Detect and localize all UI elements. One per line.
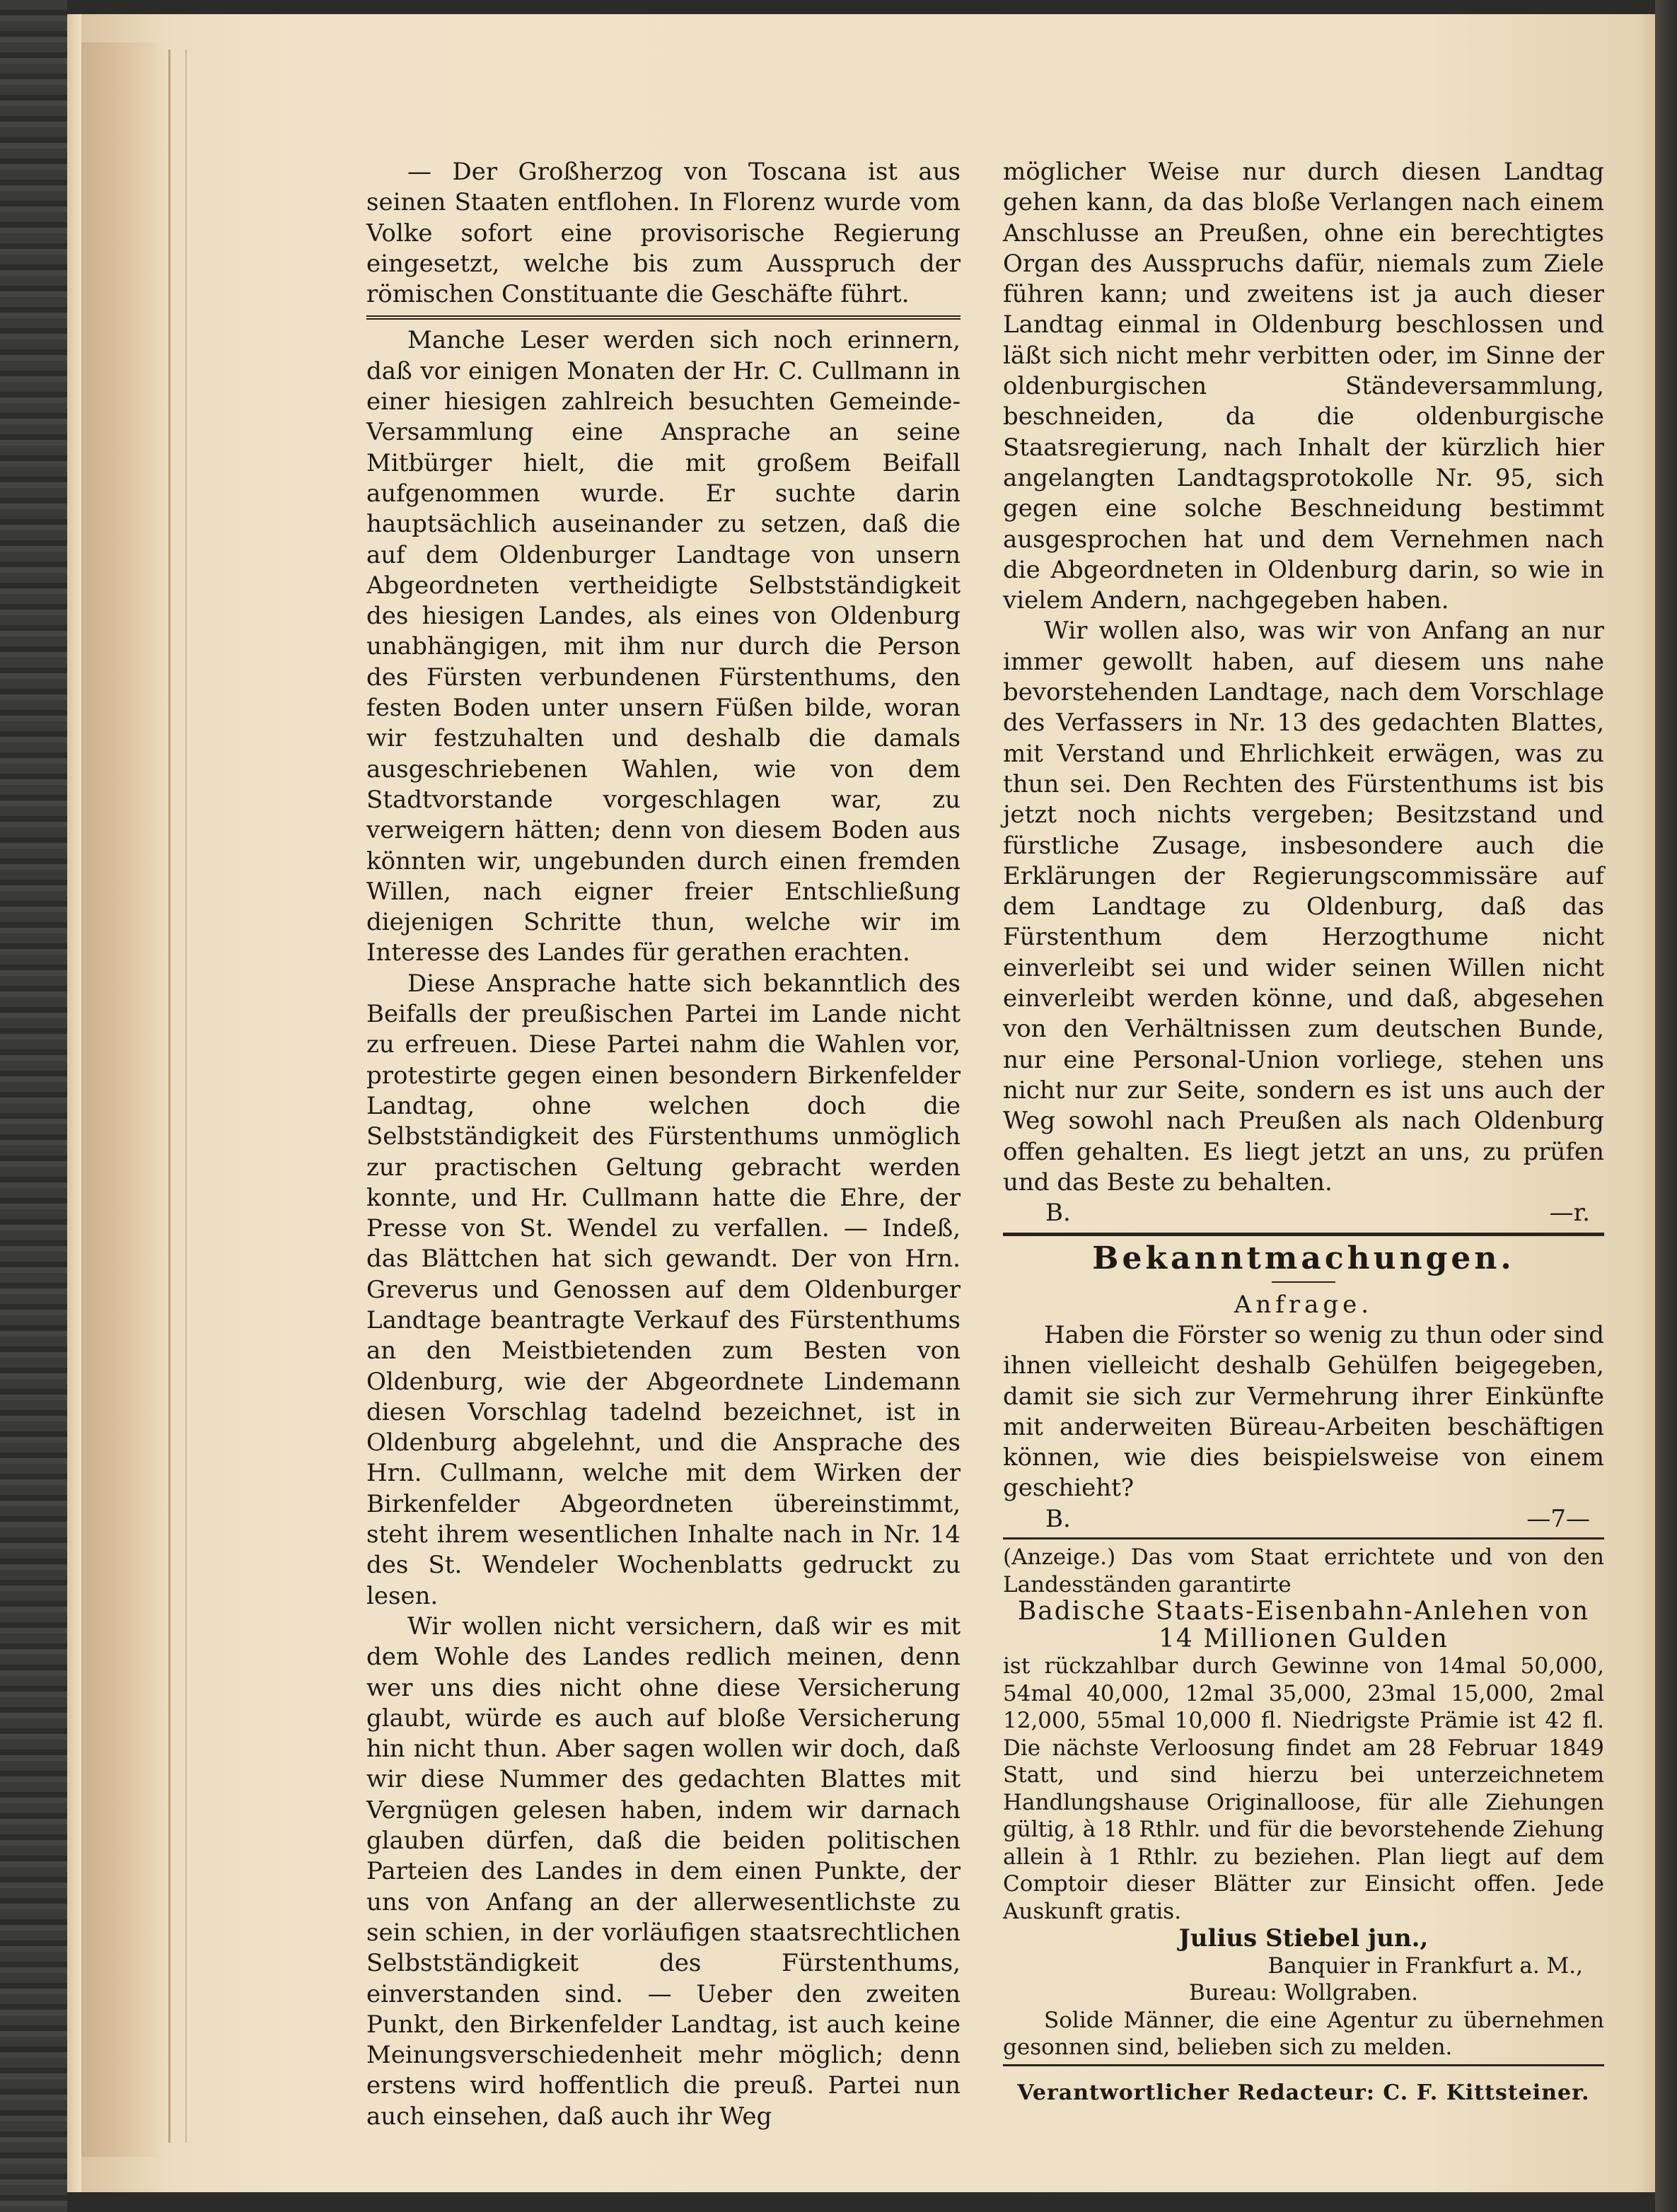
left-column — [366, 157, 961, 2132]
article-paragraph: Wir wollen nicht versichern, daß wir es mit dem Wohle des Landes redlich meinen, denn wer uns dies nicht ohne diese Versicherung glaubt, würde es auch auf bloße Versicherung hin nicht thun. Aber sagen wollen wir doch, daß wir diese Nummer des gedachten Blattes mit Vergnügen gelesen haben, indem wir darnach glauben dürfen, daß die beiden politischen Parteien des Landes in dem einen Punkte, der uns von Anfang an der allerwesentlichste zu sein schien, in der vorläufigen staatsrechtlichen Selbstständigkeit des Fürstenthums, einverstanden sind. — Ueber den zweiten Punkt, den Birkenfelder Landtag, ist auch keine Meinungsverschiedenheit mehr möglich; denn erstens wird hoffentlich die preuß. Partei nun auch einsehen, daß auch ihr Weg — [366, 1612, 961, 2131]
article-paragraph: Manche Leser werden sich noch erinnern, daß vor einigen Monaten der Hr. C. Cullmann in einer hiesigen zahlreich besuchten Gemeinde-Versammlung eine Ansprache an seine Mitbürger hielt, die mit großem Beifall aufgenommen wurde. Er suchte darin hauptsächlich auseinander zu setzen, daß die auf dem Oldenburger Landtage von unsern Abgeordneten vertheidigte Selbstständigkeit des hiesigen Landes, als eines von Oldenburg unabhängigen, mit ihm nur durch die Person des Fürsten verbundenen Fürstenthums, den festen Boden unter unsern Füßen bilde, woran wir festzuhalten und deshalb die damals ausgeschriebenen Wahlen, wie von dem Stadtvorstande vorgeschlagen war, zu verweigern hätten; denn von diesem Boden aus könnten wir, ungebunden durch einen fremden Willen, nach eigner freier Entschließung diejenigen Schritte thun, welche wir im Interesse des Landes für gerathen erachten. — [366, 326, 961, 967]
page-shadow — [1655, 0, 1677, 2212]
article-signature — [1003, 1198, 1604, 1228]
divider — [1003, 1537, 1604, 1539]
editor-footer: Verantwortlicher Redacteur: C. F. Kittsteiner. — [1017, 2080, 1590, 2105]
signature-initial: B. — [1045, 1199, 1071, 1228]
toscana-paragraph: — Der Großherzog von Toscana ist aus seinen Staaten entflohen. In Florenz wurde vom Volke sofort eine provisorische Regierung eingesetzt, welche bis zum Ausspruch der römischen Constituante die Geschäfte führt. — [366, 158, 961, 309]
gutter-crease — [185, 50, 187, 2143]
ad-location: Banquier in Frankfurt a. M., — [1267, 1952, 1583, 1979]
book-binding — [0, 0, 67, 2212]
section-heading: Bekanntmachungen. — [1092, 1240, 1515, 1277]
notice-signature — [1003, 1504, 1604, 1535]
right-column — [1003, 157, 1604, 2108]
short-divider — [1272, 1281, 1335, 1283]
signature-initial: B. — [1045, 1504, 1071, 1533]
page-edge — [67, 14, 81, 2192]
article-paragraph: Diese Ansprache hatte sich bekanntlich des Beifalls der preußischen Partei im Lande nicht zu erfreuen. Diese Partei nahm die Wahlen vor, protestirte gegen einen besondern Birkenfelder Landtag, ohne welchen doch die Selbstständigkeit des Fürstenthums unmöglich zur practischen Geltung gebracht werden konnte, und Hr. Cullmann hatte die Ehre, der Presse von St. Wendel zu verfallen. — Indeß, das Blättchen hat sich gewandt. Der von Hrn. Greverus und Genossen auf dem Oldenburger Landtage beantragte Verkauf des Fürstenthums an den Meistbietenden zum Besten von Oldenburg, wie der Abgeordnete Lindemann diesen Vorschlag tadelnd bezeichnet, ist in Oldenburg abgelehnt, und die Ansprache des Hrn. Cullmann, welche mit dem Wirken der Birkenfelder Abgeordneten übereinstimmt, steht ihrem wesentlichen Inhalte nach in Nr. 14 des St. Wendeler Wochenblatts gedruckt zu lesen. — [366, 969, 961, 1610]
divider — [366, 315, 961, 320]
ad-name: Julius Stiebel jun., — [1178, 1924, 1429, 1953]
signature-mark: —r. — [1549, 1199, 1590, 1228]
advertisement — [1003, 1544, 1604, 2061]
article-continuation: möglicher Weise nur durch diesen Landtag gehen kann, da das bloße Verlangen nach einem Anschlusse an Preußen, ohne ein berechtigtes Organ des Ausspruchs dafür, niemals zum Ziele führen kann; und zweitens ist ja auch dieser Landtag einmal in Oldenburg beschlossen und läßt sich nicht mehr verbitten oder, im Sinne der oldenburgischen Ständeversammlung, beschneiden, da die oldenburgische Staatsregierung, nach Inhalt der kürzlich hier angelangten Landtagsprotokolle Nr. 95, sich gegen eine solche Beschneidung bestimmt ausgesprochen hat und dem Vernehmen nach die Abgeordneten in Oldenburg darin, so wie in vielem Andern, nachgegeben haben. — [1003, 158, 1604, 615]
divider — [1003, 2064, 1604, 2066]
ad-body: ist rückzahlbar durch Gewinne von 14mal 50,000, 54mal 40,000, 12mal 35,000, 23mal 15,000, 2mal 12,000, 55mal 10,000 fl. Niedrigste Prämie ist 42 fl. Die nächste Verloosung findet am 28 Februar 1849 Statt, und sind hierzu bei unterzeichnetem Handlungshause Originalloose, für alle Ziehungen gültig, à 18 Rthlr. und für die bevorstehende Ziehung allein à 1 Rthlr. zu beziehen. Plan liegt auf dem Comptoir dieser Blätter zur Einsicht offen. Jede Auskunft gratis. — [1003, 1653, 1604, 1924]
ad-bureau: Bureau: Wollgraben. — [1188, 1980, 1419, 2006]
signature-mark: —7— — [1526, 1504, 1590, 1533]
section-divider — [1003, 1233, 1604, 1236]
ad-amount: 14 Millionen Gulden — [1159, 1624, 1449, 1653]
gutter-crease — [168, 50, 170, 2143]
article-paragraph: Wir wollen also, was wir von Anfang an nur immer gewollt haben, auf diesem uns nahe bevorstehenden Landtage, nach dem Vorschlage des Verfassers in Nr. 13 des gedachten Blattes, mit Verstand und Ehrlichkeit erwägen, was zu thun sei. Den Rechten des Fürstenthums ist bis jetzt noch nichts vergeben; Besitzstand und fürstliche Zusage, insbesondere auch die Erklärungen der Regierungscommissäre auf dem Landtage zu Oldenburg, daß das Fürstenthum dem Herzogthume nicht einverleibt sei und wider seinen Willen nicht einverleibt werden könne, und daß, abgesehen von den Verhältnissen zum deutschen Bunde, nur eine Personal-Union vorliege, stehen uns nicht nur zur Seite, sondern es ist uns auch der Weg sowohl nach Preußen als nach Oldenburg offen gehalten. Es liegt jetzt an uns, zu prüfen und das Beste zu behalten. — [1003, 617, 1604, 1197]
notice-text: Haben die Förster so wenig zu thun oder sind ihnen vielleicht deshalb Gehülfen beigegeben, damit sie sich zur Vermehrung ihrer Einkünfte mit anderweiten Büreau-Arbeiten beschäftigen können, wie dies beispielsweise von einem geschieht? — [1003, 1320, 1604, 1503]
ad-title: Badische Staats-Eisenbahn-Anlehen von — [1017, 1597, 1590, 1626]
ad-agents: Solide Männer, die eine Agentur zu übernehmen gesonnen sind, belieben sich zu melden. — [1003, 2007, 1604, 2061]
notice-title: Anfrage. — [1234, 1290, 1374, 1319]
ad-intro: (Anzeige.) Das vom Staat errichtete und von den Landesständen garantirte — [1003, 1544, 1604, 1597]
page-gutter — [81, 42, 166, 2157]
